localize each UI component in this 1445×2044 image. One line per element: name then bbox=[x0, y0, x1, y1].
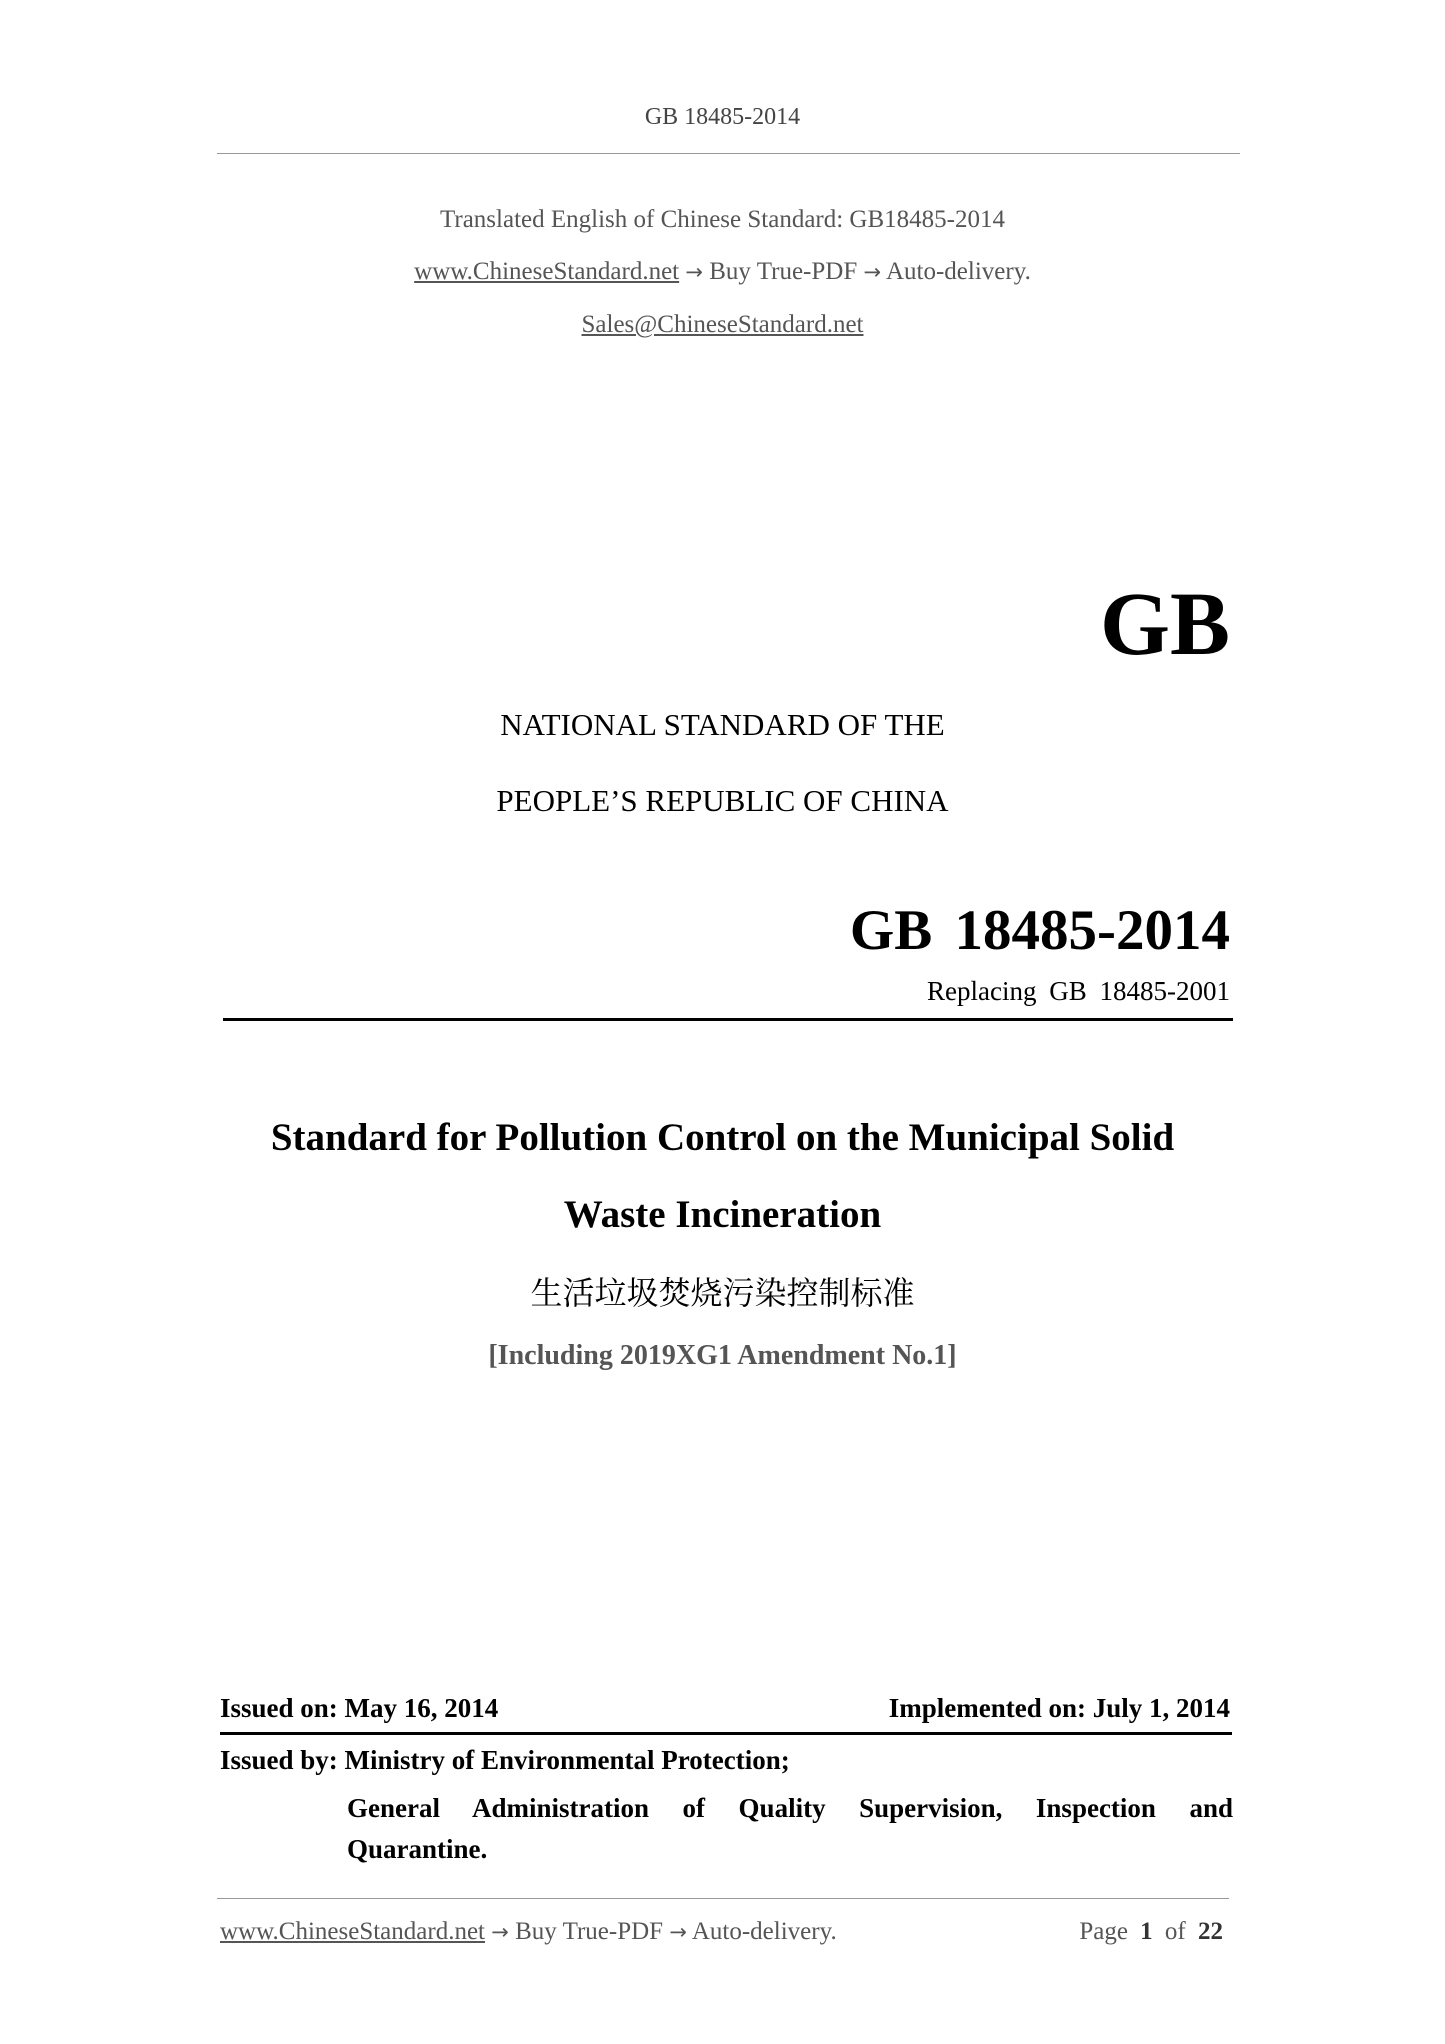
arrow-right-icon: → bbox=[669, 1920, 687, 1944]
running-header: GB 18485-2014 bbox=[644, 104, 801, 130]
gb-mark: GB bbox=[1099, 575, 1230, 674]
header-divider bbox=[217, 153, 1240, 154]
standard-number: GB 18485-2014 bbox=[849, 899, 1230, 962]
email-link[interactable]: Sales@ChineseStandard.net bbox=[581, 311, 864, 338]
purchase-line bbox=[0, 258, 1445, 286]
footer-delivery-text: Auto-delivery. bbox=[691, 1918, 837, 1945]
national-standard-line-2: PEOPLE’S REPUBLIC OF CHINA bbox=[496, 783, 949, 818]
issued-by: Issued by: Ministry of Environmental Protection; bbox=[220, 1745, 790, 1775]
translation-notice: Translated English of Chinese Standard: GB18485-2014 bbox=[439, 206, 1005, 233]
footer-divider bbox=[217, 1898, 1229, 1899]
second-issuer-line-1: General Administration of Quality Supervision, Inspection and bbox=[347, 1793, 1233, 1823]
page-indicator bbox=[1079, 1918, 1223, 1946]
delivery-text: Auto-delivery. bbox=[885, 258, 1031, 285]
title-divider bbox=[223, 1018, 1233, 1021]
chinese-title: 生活垃圾焚烧污染控制标准 bbox=[530, 1274, 915, 1312]
arrow-right-icon: → bbox=[685, 260, 703, 284]
page-current: 1 bbox=[1140, 1918, 1153, 1945]
buy-text: Buy True-PDF bbox=[709, 258, 858, 285]
issued-on-date: Issued on: May 16, 2014 bbox=[220, 1693, 499, 1723]
page-label: Page bbox=[1079, 1918, 1128, 1945]
page-total: 22 bbox=[1198, 1918, 1223, 1945]
replacing-note: Replacing GB 18485-2001 bbox=[927, 976, 1230, 1006]
footer-purchase-line bbox=[220, 1918, 837, 1946]
national-standard-line-1: NATIONAL STANDARD OF THE bbox=[500, 707, 945, 742]
footer-site-link[interactable]: www.ChineseStandard.net bbox=[220, 1918, 485, 1945]
site-link[interactable]: www.ChineseStandard.net bbox=[414, 258, 680, 285]
second-issuer-line-2: Quarantine. bbox=[347, 1834, 488, 1864]
page-of: of bbox=[1164, 1918, 1186, 1945]
document-title-line-2: Waste Incineration bbox=[563, 1193, 882, 1236]
implemented-on-date: Implemented on: July 1, 2014 bbox=[888, 1693, 1230, 1723]
arrow-right-icon: → bbox=[863, 260, 882, 284]
arrow-right-icon: → bbox=[491, 1920, 509, 1944]
issue-divider bbox=[220, 1732, 1232, 1735]
email-line bbox=[0, 311, 1445, 339]
footer-buy-text: Buy True-PDF bbox=[515, 1918, 664, 1945]
document-title-line-1: Standard for Pollution Control on the Municipal Solid bbox=[270, 1116, 1175, 1159]
amendment-note: [Including 2019XG1 Amendment No.1] bbox=[488, 1340, 957, 1371]
